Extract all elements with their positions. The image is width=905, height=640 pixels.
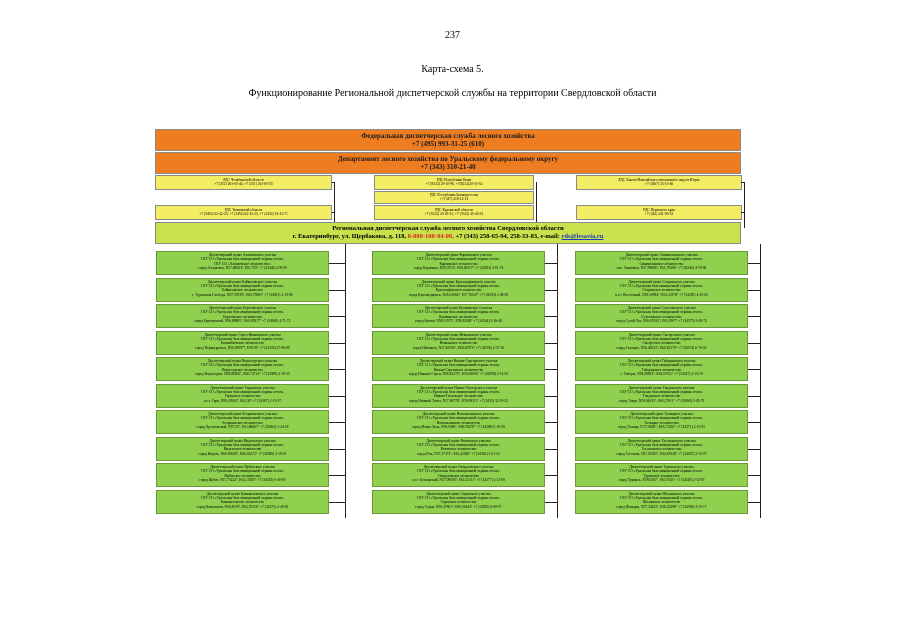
card-connector [748,290,760,291]
bus-center [557,244,558,518]
neighbor-name: РДС Пермского края [643,208,675,212]
card-connector [545,502,557,503]
dispatch-point-card [372,490,545,514]
dispatch-point-l2: ГБУ СО «Уральская база авиационной охраны лесов» [417,469,500,474]
dispatch-point-l3: Невьянское лесничество [439,341,478,346]
dispatch-point-l3: Егоршинское лесничество [222,420,263,425]
dispatch-point-l4: город Верхотурье, N58,86505°, E60,74714° +7 (34389) 2-19-35 [195,372,290,377]
dispatch-point-card [156,463,329,487]
dispatch-point-card [372,384,545,408]
dispatch-point-l2: ГБУ СО «Уральская база авиационной охраны лесов» [620,442,703,447]
dispatch-point-l2: ГБУ СО «Уральская база авиационной охраны лесов» [201,283,284,288]
dispatch-point-l1: Диспетчерский пункт Сысертского участка [628,332,695,337]
dispatch-point-l4: город Серов, N59,47861°, E60,56444° +7 (34385) 6-08-57 [415,504,502,509]
department-box [155,152,741,174]
dispatch-point-l2: ГБУ СО «Уральская база авиационной охраны лесов» [620,495,703,500]
regional-hotline: 8-800-100-94-00, [407,233,454,240]
dispatch-point-card [372,331,545,355]
dispatch-point-l3: Режевское лесничество [440,447,477,452]
dispatch-point-l4: п.г.т. Гари, N59,43944°, E62,36° +7 (34387) 2-13-97 [203,398,282,403]
dispatch-point-l1: Диспетчерский пункт Сотринского участка [628,279,695,284]
dispatch-point-l3: Камышловское лесничество [220,500,265,505]
dispatch-point-l3: Сотринское лесничество [642,288,681,293]
regional-service-name: Региональная диспетчерская служба лесного хозяйства Свердловской области [332,225,564,232]
dispatch-point-l1: Диспетчерский пункт Камышловского участка [206,491,279,496]
card-connector [329,369,345,370]
dispatch-point-l3: Нижне-Сергинское лесничество [433,367,484,372]
dispatch-point-l4: город Нижний Тагил, N57,90778°, E59,98111° +7 (3435) 32-19-22 [408,398,509,403]
dispatch-point-l3: Ирбитское лесничество [224,473,261,478]
dispatch-point-card [372,437,545,461]
neighbor-name: РДС Республики Коми [436,178,472,182]
dispatch-point-l1: Диспетчерский пункт Таборинского участка [627,359,696,363]
dispatch-point-card [575,357,748,381]
dispatch-point-l2: ГБУ СО «Уральская база авиационной охраны лесов» [201,442,284,447]
regional-address: г. Екатеринбург, ул. Щербакова, д. 118, [292,233,407,240]
dispatch-point-l2: ГБУ СО «Уральская база авиационной охраны лесов» [417,336,500,341]
dispatch-point-l3: Новолялинское лесничество [436,420,481,425]
card-connector [748,396,760,397]
dispatch-point-card [575,251,748,275]
card-connector [748,369,760,370]
dispatch-point-l4: город Новая Ляля, N59,0496°, E60,59278° +7 (34388) 2-10-59 [412,425,505,430]
card-connector [748,263,760,264]
dispatch-point-l3: Билимбаевское лесничество [220,341,265,346]
dispatch-point-card [156,410,329,434]
card-connector [748,449,760,450]
dispatch-point-l3: Нижне-Тагильское лесничество [434,394,483,399]
card-connector [545,475,557,476]
dispatch-point-l1: Диспетчерский пункт Талицкого участка [630,412,693,416]
page-number: 237 [445,30,460,41]
dispatch-point-card [575,304,748,328]
dispatch-point-l1: Диспетчерский пункт Нижне-Сергинского участка [419,359,498,363]
dispatch-point-l2: ГБУ СО «Уральская база авиационной охраны лесов» [417,257,500,262]
dispatch-point-l4: город Ирбит, N57,75222°, E63,15583° +7 (34355) 6-40-65 [199,478,286,483]
neighbor-tyumen [155,205,332,220]
dispatch-point-l1: Диспетчерский пункт Тавдинского участка [628,385,695,390]
dispatch-point-l2: ГБУ СО «Уральская база авиационной охраны лесов» [417,363,500,368]
neighbor-phone: +7 (347) 218-14-14 [439,197,469,202]
dispatch-point-card [372,463,545,487]
dispatch-point-l4: город Красноуфимск, N56,61664°, E57,76647° +7 (34394) 2-48-05 [408,292,509,297]
dispatch-point-l2: ГБУ СО «Уральская база авиационной охраны лесов» [417,310,500,315]
dispatch-point-card [372,304,545,328]
dispatch-point-card [156,357,329,381]
dispatch-point-card [575,410,748,434]
dispatch-point-l4: город Тавда, N58,04433°, E65,27611° +7 (34360) 5-20-70 [618,398,705,403]
dispatch-point-l2: ГБУ СО «Уральская база авиационной охраны лесов» [201,389,284,394]
neighbor-phone: +7 (8212) 29-10-90, +7(8212)20-10-52 [425,182,483,187]
card-connector [545,396,557,397]
dispatch-point-l4: город Сысерть, N56,48333°, E60,83178° +7 (34374) 6-76-52 [616,345,707,350]
dispatch-point-l4: с. Таборы, N58,58833°, E64,67611° +7 (34347) 2-13-19 [620,372,703,377]
dispatch-point-l4: город Талица, N 57,0028°, E63,73335° +7 (34371) 2-13-91 [618,425,705,430]
dispatch-point-l1: Диспетчерский пункт Нижне-Тагильского участка [419,385,498,390]
dispatch-point-card [372,278,545,302]
neighbor-komi [374,175,534,190]
dispatch-point-l3: Сысертское лесничество [642,341,681,346]
dispatch-point-l2: ГБУ СО «Уральская база авиационной охраны лесов» [201,310,284,315]
neighbor-name: РДС Тюменской области [224,208,263,212]
neighbor-phone: +7 (3522) 45-43-51, +7 (3522) 45-43-61 [424,212,484,217]
card-connector [748,343,760,344]
dispatch-point-l3: Карпинское лесничество [439,261,478,266]
dispatch-point-l3: Ивдельское лесничество [223,447,262,452]
dispatch-point-l4: город Камышлов, N56,8519°, E62,70116° +7 (34375) 2-49-50 [196,504,289,509]
card-connector [329,502,345,503]
dispatch-point-card [575,437,748,461]
federal-service-phone: +7 (495) 993-31-25 (610) [411,140,485,148]
connector-left-mid [332,212,335,213]
dispatch-point-l1: Диспетчерский пункт Ирбитского участка [210,465,275,469]
dispatch-point-l4: город Сухой Лог, N56,95333°, E61,9917° +7 (34373) 3-49-72 [616,319,707,324]
dispatch-point-l1: Диспетчерский пункт Красноуфимского участка [421,279,496,284]
dispatch-point-l3: Байкаловское лесничество [222,288,263,293]
dispatch-point-card [156,278,329,302]
dispatch-point-l3: Синячихинское лесничество [639,261,684,266]
regional-email-link[interactable]: rds@lesavia.ru [561,233,604,240]
card-connector [329,449,345,450]
dispatch-point-l2: ГБУ СО «Уральская база авиационной охраны лесов» [620,257,703,262]
neighbor-perm [576,205,742,220]
card-connector [545,449,557,450]
dispatch-point-card [372,357,545,381]
neighbor-phone: +7 (3467) 33-15-46 [644,182,674,187]
card-connector [748,422,760,423]
dispatch-point-l1: Диспетчерский пункт Алапаевского участка [208,253,277,257]
dispatch-point-l1: Диспетчерский пункт Серовского участка [426,491,491,496]
dispatch-point-l1: Диспетчерский пункт Гаринского участка [210,385,275,390]
dispatch-point-card [156,304,329,328]
card-connector [748,316,760,317]
dispatch-point-l2: ГБУ СО «Уральская база авиационной охраны лесов» [417,389,500,394]
dispatch-point-l4: пос. Синячиха, N57,99806°, E61,79306° +7 (34346) 4-70-96 [616,266,707,271]
dispatch-point-l1: Диспетчерский пункт Кушвинского участка [424,306,493,310]
neighbor-phone: +7 (342) 241-06-52 [644,212,674,217]
dispatch-point-l1: Диспетчерский пункт Верхотурского участка [207,359,278,363]
neighbor-hmao [576,175,742,190]
dispatch-point-l3: Гаринское лесничество [224,394,261,399]
dispatch-point-l4: город Алапаевск, N57,86944°, E61,705° +7 (34346) 318-59 [198,266,287,271]
dispatch-point-l3: ГКУ СО «Алапаевское лесничество» [214,261,271,266]
neighbor-phone: +7 (351) 263-63-44, +7 (351) 261-65-55 [214,182,273,187]
dispatch-point-l1: Диспетчерский пункт Невьянского участка [425,332,492,337]
card-connector [748,502,760,503]
map-title: Карта-схема 5. [421,64,484,75]
bus-right [760,244,761,518]
dispatch-point-l2: ГБУ СО «Уральская база авиационной охраны лесов» [201,495,284,500]
dispatch-point-l1: Диспетчерский пункт Свердловского участка [423,465,494,469]
neighbor-name: РДС Курганской области [435,208,473,212]
dispatch-point-l1: Диспетчерский пункт Ивдельского участка [209,438,276,443]
dispatch-point-l4: п.г.т. Белоярский, N57,09056°, E61,02111° +7 (34377) 2-13-09 [412,478,505,483]
dispatch-point-l1: Диспетчерский пункт Новолялинского участка [422,412,495,416]
card-connector [329,343,345,344]
neighbor-chelyabinsk [155,175,332,190]
dispatch-point-l2: ГБУ СО «Уральская база авиационной охраны лесов» [201,257,284,262]
neighbor-kurgan [374,205,534,220]
card-connector [748,475,760,476]
dispatch-point-l3: Шалинское лесничество [642,500,681,505]
dispatch-point-l1: Диспетчерский пункт Туринского участка [629,465,694,469]
dispatch-point-l4: город Первоуральск, N56,90597°, E59,93° +7 (34339) 27-96-09 [195,345,290,350]
dispatch-point-l3: Серовское лесничество [440,500,477,505]
dispatch-point-l3: Туринское лесничество [643,473,680,478]
dispatch-point-l2: ГБУ СО «Уральская база авиационной охраны лесов» [201,469,284,474]
dispatch-point-l4: город Шамары, N57,34433°, E58,22298° +7 (34358) 4-15-17 [616,504,707,509]
dispatch-point-l3: Сухоложское лесничество [641,314,682,319]
neighbor-name: РДС Республики Башкортостан [429,193,479,197]
card-connector [329,475,345,476]
dispatch-point-card [575,278,748,302]
dispatch-point-card [156,437,329,461]
card-connector [329,396,345,397]
dispatch-point-l2: ГБУ СО «Уральская база авиационной охраны лесов» [620,283,703,288]
dispatch-point-l3: Свердловское лесничество [437,473,480,478]
card-connector [329,263,345,264]
dispatch-point-l2: ГБУ СО «Уральская база авиационной охраны лесов» [620,416,703,421]
card-connector [545,343,557,344]
bus-left [345,244,346,518]
dispatch-point-l3: Талицкое лесничество [644,420,679,425]
dispatch-point-card [372,410,545,434]
dispatch-point-l1: Диспетчерский пункт Березовского участка [209,306,276,310]
card-connector [329,290,345,291]
dispatch-point-l1: Диспетчерский пункт Режевского участка [426,438,491,443]
dispatch-point-l4: город Туринск, N58,0467°, E63,7025° +7 (34349) 2-32-87 [618,478,705,483]
dispatch-point-l4: город Кушва, N58,31579°, E59,82028° +7 (34344) 2-26-48 [415,319,502,324]
dispatch-point-l4: город Ивдель, N60,69028°, E60,43472° +7 (34386) 2-19-01 [198,451,287,456]
connector-right-top [741,182,745,183]
card-connector [329,422,345,423]
dispatch-point-card [575,384,748,408]
dispatch-point-l4: п.г.т. Восточный, N59,30984°, E61,23178° +7 (34385) 4-45-63 [615,292,708,297]
card-connector [545,290,557,291]
regional-service-box [155,222,741,244]
dispatch-point-l1: Диспетчерский пункт Сухоложского участка [627,306,696,310]
connector-right [744,182,745,228]
dispatch-point-l2: ГБУ СО «Уральская база авиационной охраны лесов» [620,363,703,368]
dispatch-point-l2: ГБУ СО «Уральская база авиационной охраны лесов» [201,363,284,368]
card-connector [329,316,345,317]
dispatch-point-l2: ГБУ СО «Уральская база авиационной охраны лесов» [620,336,703,341]
department-phone: +7 (343) 310-21-40 [420,163,476,171]
dispatch-point-l3: Кушвинское лесничество [439,314,478,319]
department-name: Департамент лесного хозяйства по Уральскому федеральному округу [337,155,559,163]
dispatch-point-l2: ГБУ СО «Уральская база авиационной охраны лесов» [201,336,284,341]
dispatch-point-l2: ГБУ СО «Уральская база авиационной охраны лесов» [620,310,703,315]
dispatch-point-card [156,490,329,514]
dispatch-point-l2: ГБУ СО «Уральская база авиационной охраны лесов» [620,389,703,394]
connector-left-top [332,182,335,183]
regional-phones: +7 (343) 258-65-94, 258-33-83, e-mail: [455,233,560,240]
dispatch-point-l2: ГБУ СО «Уральская база авиационной охраны лесов» [201,416,284,421]
card-connector [545,369,557,370]
dispatch-point-card [575,490,748,514]
dispatch-point-l4: город Реж, N57,37472°, E61,42028° +7 (34364) 2-21-41 [417,451,500,456]
dispatch-point-l3: Таборинское лесничество [641,367,682,372]
neighbor-name: РДС Челябинской области [223,178,264,182]
dispatch-point-l4: г. Туринская Слобода, N57,59519°, E63,70065° +7 (34361) 2-13-06 [192,292,293,297]
dispatch-point-l2: ГБУ СО «Уральская база авиационной охраны лесов» [417,283,500,288]
neighbor-name: РДС Ханты-Мансийского автономного округа-Югры [618,178,700,182]
regional-service-contacts [156,233,740,241]
dispatch-point-l4: город Карпинск, N59,7672°, E60,00117° +7 (34383) 3-61-74 [413,266,504,271]
card-connector [545,422,557,423]
dispatch-point-l4: город Нижние Серги, N56,65278°, E59,29694° +7 (34398) 2-12-81 [408,372,509,377]
dispatch-point-card [575,331,748,355]
dispatch-point-l2: ГБУ СО «Уральская база авиационной охраны лесов» [417,416,500,421]
dispatch-point-l1: Диспетчерский пункт Егоршинского участка [208,412,277,416]
dispatch-point-l1: Диспетчерский пункт Серго-Ивановского участка [204,332,281,337]
dispatch-point-l2: ГБУ СО «Уральская база авиационной охраны лесов» [620,469,703,474]
card-connector [545,263,557,264]
card-connector [545,316,557,317]
dispatch-point-l1: Диспетчерский пункт Туголымского участка [627,438,696,443]
dispatch-point-l3: Красноуфимское лесничество [435,288,482,293]
dispatch-point-card [156,384,329,408]
dispatch-point-l4: город Березовский, N56,89885°, E60,85917° +7 (34369) 4-71-72 [194,319,291,324]
dispatch-point-l4: город Артемовский, N57,35°, E61,86667° +7 (34363) 2-24-18 [196,425,289,430]
federal-service-name: Федеральная диспетчерская служба лесного хозяйства [361,132,535,140]
dispatch-point-l3: Березовское лесничество [223,314,262,319]
dispatch-point-card [575,463,748,487]
map-subtitle: Функционирование Региональной диспетчерской службы на территории Свердловской области [248,88,657,99]
dispatch-point-card [372,251,545,275]
dispatch-point-l4: город Невьянск, N57,49194°, E60,20972° +7 (34356) 2-37-36 [412,345,505,350]
dispatch-point-card [156,331,329,355]
dispatch-point-l1: Диспетчерский пункт Байкаловского участка [207,279,277,284]
dispatch-point-l1: Диспетчерский пункт Карпинского участка [425,253,492,257]
dispatch-point-card [156,251,329,275]
dispatch-point-l1: Диспетчерский пункт Синячихинского участка [625,253,698,257]
dispatch-point-l1: Диспетчерский пункт Шалинского участка [628,491,695,496]
neighbor-phone: +7 (3452) 62-42-23, +7 (3452) 62-42-23, +7 (3452) 32-41-71 [199,212,288,217]
neighbor-bashkortostan [374,191,534,204]
federal-service-box [155,129,741,151]
dispatch-point-l4: город Туголым, N57,05335°, E64,65328° +7 (34367) 2-13-07 [616,451,707,456]
dispatch-point-l2: ГБУ СО «Уральская база авиационной охраны лесов» [417,442,500,447]
dispatch-point-l3: Туголымское лесничество [641,447,682,452]
dispatch-point-l3: Тавдинское лесничество [642,394,681,399]
connector-right-mid [741,212,745,213]
dispatch-point-l3: Верхотурское лесничество [222,367,263,372]
dispatch-point-l2: ГБУ СО «Уральская база авиационной охраны лесов» [417,495,500,500]
